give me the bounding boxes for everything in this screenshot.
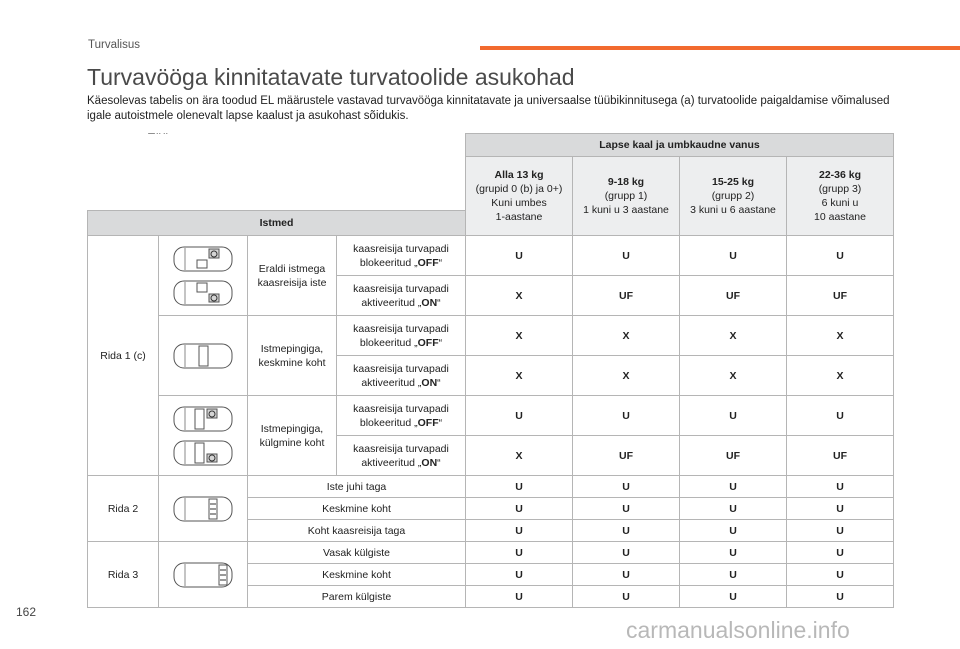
seat-name: Istmepingiga, keskmine koht: [248, 316, 337, 396]
age-group-cell: Alla 13 kg (grupid 0 (b) ja 0+) Kuni umbes 1-aastane: [466, 157, 573, 236]
suitability-value: UF: [680, 276, 787, 316]
suitability-value: U: [787, 586, 894, 608]
suitability-value: U: [466, 542, 573, 564]
suitability-value: U: [680, 476, 787, 498]
suitability-value: U: [680, 236, 787, 276]
page-title: Turvavööga kinnitatavate turvatoolide asukohad: [87, 64, 575, 90]
watermark: carmanualsonline.info: [626, 617, 850, 643]
seat-name: Iste juhi taga: [248, 476, 466, 498]
blank-cell: [88, 134, 466, 157]
suitability-value: U: [573, 498, 680, 520]
car-seat-diagram-icon: [171, 493, 235, 525]
suitability-value: U: [573, 586, 680, 608]
suitability-value: U: [573, 520, 680, 542]
suitability-value: U: [680, 498, 787, 520]
suitability-value: U: [680, 564, 787, 586]
suitability-value: X: [680, 356, 787, 396]
seat-name: Keskmine koht: [248, 498, 466, 520]
suitability-value: U: [787, 520, 894, 542]
seat-diagram: [159, 476, 248, 542]
suitability-value: U: [466, 498, 573, 520]
seat-name: Koht kaasreisija taga: [248, 520, 466, 542]
suitability-value: U: [466, 564, 573, 586]
car-seat-diagram-icon: [171, 437, 235, 469]
car-seat-diagram-icon: [171, 243, 235, 275]
suitability-value: U: [787, 564, 894, 586]
age-group-cell: 22-36 kg (grupp 3) 6 kuni u 10 aastane: [787, 157, 894, 236]
seat-name: Parem külgiste: [248, 586, 466, 608]
suitability-value: X: [787, 356, 894, 396]
suitability-value: U: [680, 520, 787, 542]
seat-name: Istmepingiga, külgmine koht: [248, 396, 337, 476]
page-number: 162: [16, 605, 37, 619]
suitability-value: U: [466, 476, 573, 498]
suitability-value: UF: [573, 436, 680, 476]
seat-diagram: [159, 236, 248, 316]
suitability-value: U: [573, 564, 680, 586]
suitability-value: UF: [787, 436, 894, 476]
suitability-value: X: [466, 276, 573, 316]
seat-diagram: [159, 316, 248, 396]
suitability-value: X: [787, 316, 894, 356]
airbag-state: kaasreisija turvapadi blokeeritud „OFF“: [337, 316, 466, 356]
car-seat-diagram-icon: [171, 277, 235, 309]
suitability-value: X: [466, 316, 573, 356]
car-seat-diagram-icon: [171, 403, 235, 435]
car-seat-diagram-icon: [171, 559, 235, 591]
age-group-cell: 15-25 kg (grupp 2) 3 kuni u 6 aastane: [680, 157, 787, 236]
seat-name: Eraldi istmega kaasreisija iste: [248, 236, 337, 316]
suitability-value: X: [573, 356, 680, 396]
child-seat-table: [87, 133, 894, 608]
suitability-value: X: [680, 316, 787, 356]
airbag-state: kaasreisija turvapadi aktiveeritud „ON“: [337, 276, 466, 316]
suitability-value: UF: [573, 276, 680, 316]
suitability-value: X: [573, 316, 680, 356]
weight-age-header: Lapse kaal ja umbkaudne vanus: [466, 134, 894, 157]
suitability-value: U: [680, 542, 787, 564]
suitability-value: U: [573, 236, 680, 276]
suitability-value: U: [573, 476, 680, 498]
row-label: Rida 2: [88, 476, 159, 542]
section-label: Turvalisus: [88, 39, 140, 51]
suitability-value: U: [680, 396, 787, 436]
suitability-value: U: [573, 396, 680, 436]
seat-diagram: [159, 542, 248, 608]
suitability-value: U: [466, 236, 573, 276]
blank-cell: [88, 157, 466, 211]
suitability-value: X: [466, 356, 573, 396]
airbag-state: kaasreisija turvapadi blokeeritud „OFF“: [337, 236, 466, 276]
airbag-state: kaasreisija turvapadi blokeeritud „OFF“: [337, 396, 466, 436]
suitability-value: U: [787, 542, 894, 564]
header-accent-bar: [480, 46, 960, 50]
suitability-value: U: [787, 236, 894, 276]
seat-diagram: [159, 396, 248, 476]
suitability-value: X: [466, 436, 573, 476]
airbag-state: kaasreisija turvapadi aktiveeritud „ON“: [337, 436, 466, 476]
suitability-value: U: [466, 396, 573, 436]
suitability-value: U: [787, 498, 894, 520]
suitability-value: U: [680, 586, 787, 608]
suitability-value: U: [573, 542, 680, 564]
suitability-value: U: [466, 586, 573, 608]
seat-name: Keskmine koht: [248, 564, 466, 586]
age-group-cell: 9-18 kg (grupp 1) 1 kuni u 3 aastane: [573, 157, 680, 236]
suitability-value: U: [787, 396, 894, 436]
row-label: Rida 1 (c): [88, 236, 159, 476]
airbag-state: kaasreisija turvapadi aktiveeritud „ON“: [337, 356, 466, 396]
seat-name: Vasak külgiste: [248, 542, 466, 564]
car-seat-diagram-icon: [171, 340, 235, 372]
suitability-value: U: [787, 476, 894, 498]
intro-paragraph: Käesolevas tabelis on ära toodud EL määrustele vastavad turvavööga kinnitatavate ja universaalse tüübikinnitusega (a) turvatoolide paigaldamise võimalused igale autoistmele olenevalt lapse kaalust ja asukohast sõidukis.: [87, 95, 890, 122]
suitability-value: UF: [680, 436, 787, 476]
seats-header: Istmed: [88, 211, 466, 236]
row-label: Rida 3: [88, 542, 159, 608]
suitability-value: U: [466, 520, 573, 542]
suitability-value: UF: [787, 276, 894, 316]
